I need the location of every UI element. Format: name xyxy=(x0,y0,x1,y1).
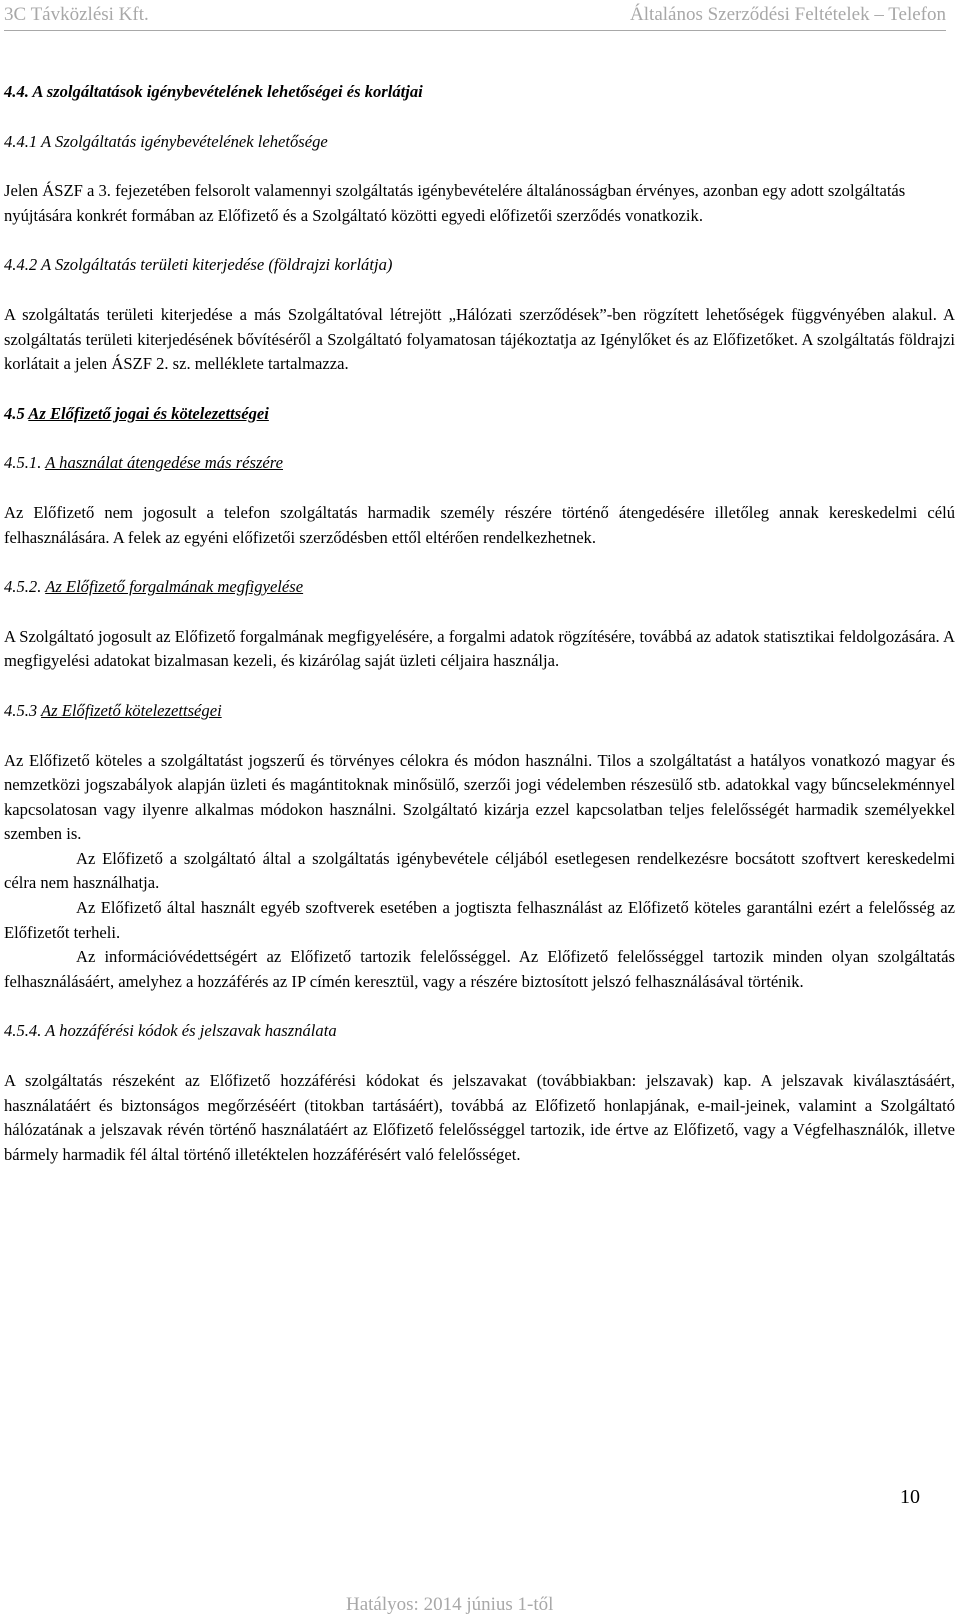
section-4-5-1-paragraph: Az Előfizető nem jogosult a telefon szolgáltatás harmadik személy részére történő átengedésére illetőleg annak kereskedelmi célú felhasználására. A felek az egyéni előfizetői szerződésben ettől eltérően rendelkezhetnek. xyxy=(4,502,955,547)
section-4-5-3-paragraph-4: Az információvédettségért az Előfizető tartozik felelősséggel. Az Előfizető felelősséggel tartozik minden olyan szolgáltatás felhasználásáért, amelyhez a hozzáférés az IP címén keresztül, vagy a részére biztosított jelszó felhasználásával történik. xyxy=(4,947,955,991)
section-4-4-1-paragraph: Jelen ÁSZF a 3. fejezetében felsorolt valamennyi szolgáltatás igénybevételére általánosságban érvényes, azonban egy adott szolgáltatás nyújtására konkrét formában az Előfizető és a Szolgáltató közötti egyedi előfizetői szerződés vonatkozik. xyxy=(4,181,906,225)
section-4-4-heading: 4.4. A szolgáltatások igénybevételének lehetőségei és korlátjai xyxy=(4,82,423,101)
section-4-5-3-heading xyxy=(4,699,955,724)
section-4-5-1-title: A használat átengedése más részére xyxy=(45,453,284,473)
section-4-5-3-paragraph-3: Az Előfizető által használt egyéb szoftverek esetében a jogtiszta felhasználást az Előfizető köteles garantálni ezért a felelősség az Előfizetőt terheli. xyxy=(4,898,955,942)
section-4-5-3-title: Az Előfizető kötelezettségei xyxy=(41,700,222,720)
page-footer: Hatályos: 2014 június 1-től xyxy=(346,1594,554,1615)
company-name: 3C Távközlési Kft. xyxy=(4,4,149,25)
page-number: 10 xyxy=(900,1486,920,1508)
section-4-5-1-heading xyxy=(4,451,955,476)
section-4-5-number: 4.5 xyxy=(4,403,29,423)
section-4-5-3-paragraph-2: Az Előfizető a szolgáltató által a szolgáltatás igénybevétele céljából esetlegesen rendelkezésre bocsátott szoftvert kereskedelmi célra nem használhatja. xyxy=(4,848,955,893)
document-title: Általános Szerződési Feltételek – Telefon xyxy=(630,4,946,25)
section-4-5-title: Az Előfizető jogai és kötelezettségei xyxy=(28,403,269,423)
section-4-5-2-number: 4.5.2. xyxy=(4,577,46,597)
section-4-4-1-heading: 4.4.1 A Szolgáltatás igénybevételének lehetősége xyxy=(4,131,328,151)
section-4-5-heading xyxy=(4,402,955,427)
section-4-5-3-number: 4.5.3 xyxy=(4,700,42,720)
page-header xyxy=(4,4,946,31)
section-4-5-4-heading: 4.5.4. A hozzáférési kódok és jelszavak használata xyxy=(4,1021,337,1041)
section-4-5-2-heading xyxy=(4,575,955,600)
section-4-5-1-number: 4.5.1. xyxy=(4,453,46,473)
section-4-4-2-heading: 4.4.2 A Szolgáltatás területi kiterjedése (földrajzi korlátja) xyxy=(4,255,393,275)
section-4-4-2-paragraph: A szolgáltatás területi kiterjedése a más Szolgáltatóval létrejött „Hálózati szerződések”-ben rögzített lehetőségek függvényében alakul. A szolgáltatás területi kiterjedésének bővítéséről a Szolgáltató folyamatosan tájékoztatja az Igénylőket és az Előfizetőket. A szolgáltatás földrajzi korlátait a jelen ÁSZF 2. sz. melléklete tartalmazza. xyxy=(4,304,955,374)
section-4-5-4-paragraph: A szolgáltatás részeként az Előfizető hozzáférési kódokat és jelszavakat (továbbiakban: jelszavak) kap. A jelszavak kiválasztásáért, használatáért és biztonságos megőrzéséért (titokban tartásáért), továbbá az Előfizető honlapjának, e-mail-jeinek, valamint a Szolgáltató hálózatának a jelszavak révén történő használatáért az Előfizető felelősséggel tartozik, ide értve az Előfizető, vagy a Végfelhasználók, illetve bármely harmadik fél által történő illetéktelen hozzáférésért való felelősséget. xyxy=(4,1071,955,1164)
document-body xyxy=(4,80,955,1167)
section-4-5-2-title: Az Előfizető forgalmának megfigyelése xyxy=(45,577,304,597)
section-4-5-2-paragraph: A Szolgáltató jogosult az Előfizető forgalmának megfigyelésére, a forgalmi adatok rögzítésére, továbbá az adatok statisztikai feldolgozására. A megfigyelési adatokat bizalmasan kezeli, és kizárólag saját üzleti céljaira használja. xyxy=(4,626,955,671)
section-4-5-3-paragraph-1: Az Előfizető köteles a szolgáltatást jogszerű és törvényes célokra és módon használni. Tilos a szolgáltatást a hatályos vonatkozó magyar és nemzetközi jogszabályok alapján üzleti és magántitoknak minősülő, szerzői jogi védelemben részesülő stb. adatokkal vagy bűncselekménnyel kapcsolatosan vagy ilyenre alkalmas módokon használni. Szolgáltató kizárja ezzel kapcsolatban teljes felelősségét harmadik személyekkel szemben is. xyxy=(4,750,955,844)
